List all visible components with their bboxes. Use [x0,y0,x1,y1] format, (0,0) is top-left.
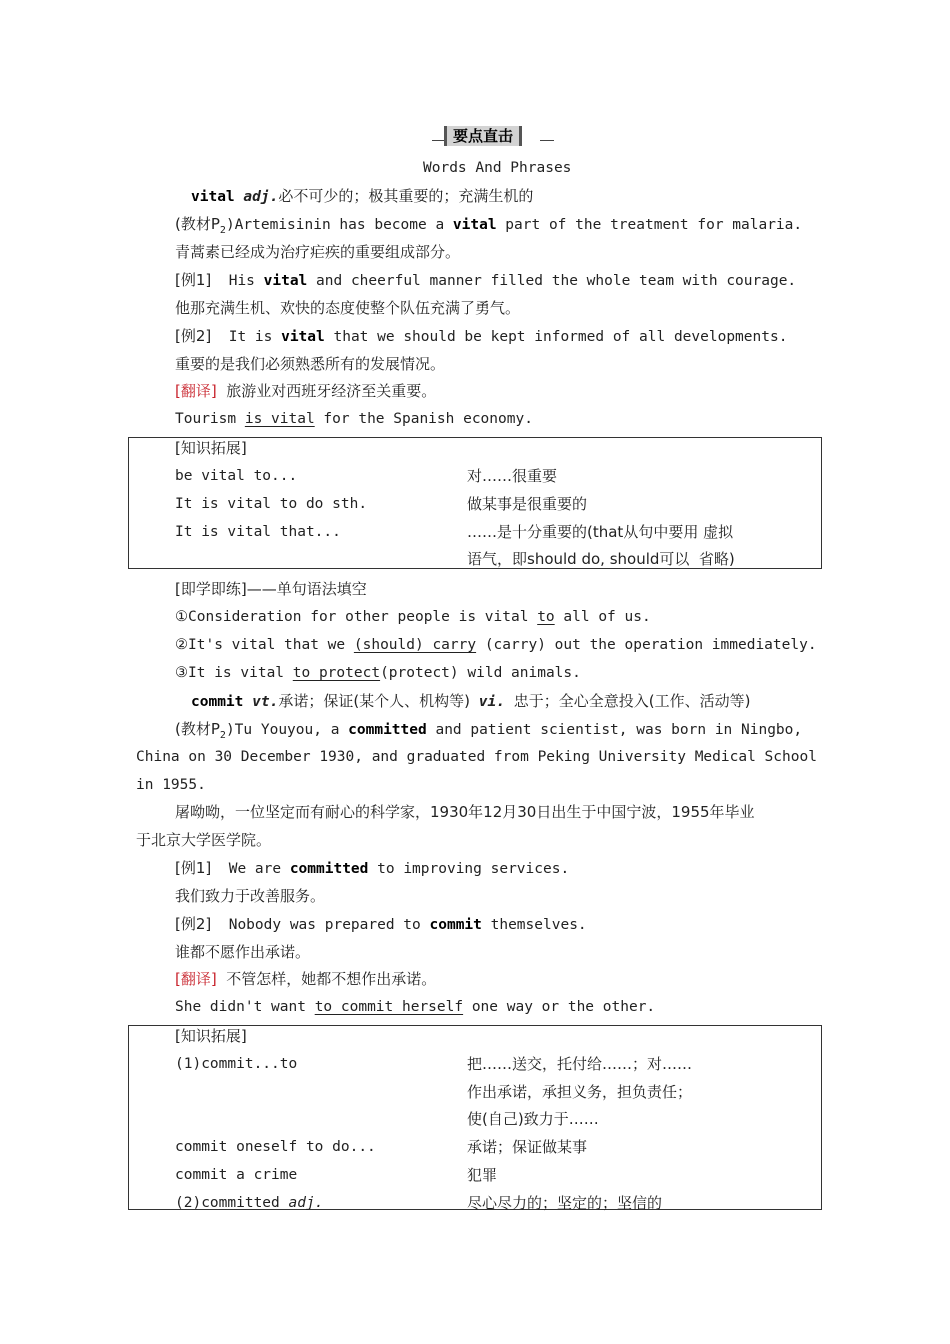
part-of-speech: adj. [243,189,279,205]
answer-blank: (should) carry [353,637,477,653]
extension-cn: 把……送交，托付给……；对…… [467,1055,693,1073]
answer-blank: to protect [292,665,381,681]
translate-prompt: [翻译] 不管怎样，她都不想作出承诺。 [175,970,437,988]
textbook-sentence: (教材$P_2)Artemisinin$ has become a vital part of the treatment for malaria. [175,215,803,236]
practice-title: [即学即练]——单句语法填空 [175,580,367,598]
translate-answer: She didn't want to commit herself one way or the other. [175,999,656,1015]
extension-cn: 犯罪 [467,1166,498,1184]
definition: 承诺；保证(某个人、机构等) [278,692,471,710]
extension-en: It is vital to do sth. [175,496,368,512]
practice-question-3: ③It is vital to protect(protect) wild animals. [175,665,581,681]
extension-en: be vital to... [175,468,298,484]
extension-en: (2)committed adj. [175,1195,324,1211]
header-rule-right [540,140,554,141]
extension-en: (1)commit...to [175,1056,298,1072]
definition: 忠于；全心全意投入(工作、活动等) [513,692,751,710]
example-2-translation: 重要的是我们必须熟悉所有的发展情况。 [175,355,446,373]
answer-blank: to commit herself [314,999,464,1015]
part-of-speech: vi. [478,694,505,710]
textbook-translation: 青蒿素已经成为治疗疟疾的重要组成部分。 [175,243,461,261]
answer-blank: is vital [244,411,315,427]
extension-en: commit a crime [175,1167,298,1183]
example-1: [例1] We are committed to improving services. [175,859,570,877]
practice-question-2: ②It's vital that we (should) carry (carry) out the operation immediately. [175,637,817,653]
textbook-translation: 屠呦呦，一位坚定而有耐心的科学家，1930年12月30日出生于中国宁波，1955年毕业 [175,803,755,821]
extension-cn: 使(自己)致力于…… [467,1110,599,1128]
extension-en: It is vital that... [175,524,341,540]
vital-headword-line [191,186,533,207]
example-2-translation: 谁都不愿作出承诺。 [175,943,311,961]
extension-cn: 语气，即should do, should可以 省略) [467,550,735,568]
section-subtitle: Words And Phrases [423,160,572,176]
extension-cn: 对……很重要 [467,467,558,485]
example-2: [例2] Nobody was prepared to commit themselves. [175,915,587,933]
textbook-sentence: (教材$P_2)Tu$ Youyou, a committed and patient scientist, was born in Ningbo, [175,720,803,741]
section-header-title: 要点直击 [444,126,522,146]
extension-cn: ……是十分重要的(that从句中要用 虚拟 [467,523,734,541]
part-of-speech: vt. [252,694,279,710]
extension-cn: 尽心尽力的；坚定的；坚信的 [467,1194,663,1212]
extension-en: commit oneself to do... [175,1139,376,1155]
practice-question-1: ①Consideration for other people is vital to all of us. [175,609,651,625]
answer-blank: to [537,609,555,625]
extension-label: [知识拓展] [175,439,247,457]
header-rule-left [432,140,444,141]
headword: vital [191,189,235,205]
textbook-sentence-line-2: China on 30 December 1930, and graduated from Peking University Medical School [136,749,817,765]
example-1-translation: 我们致力于改善服务。 [175,887,326,905]
example-1: [例1] His vital and cheerful manner filled the whole team with courage. [175,271,797,289]
example-2: [例2] It is vital that we should be kept informed of all developments. [175,327,788,345]
extension-label: [知识拓展] [175,1027,247,1045]
example-1-translation: 他那充满生机、欢快的态度使整个队伍充满了勇气。 [175,299,521,317]
extension-cn: 做某事是很重要的 [467,495,588,513]
translate-answer: Tourism is vital for the Spanish economy. [175,411,533,427]
commit-headword-line [191,691,750,712]
textbook-sentence-line-3: in 1955. [136,777,206,793]
textbook-translation-line-2: 于北京大学医学院。 [136,831,272,849]
translate-prompt: [翻译] 旅游业对西班牙经济至关重要。 [175,382,437,400]
extension-cn: 承诺；保证做某事 [467,1138,588,1156]
headword: commit [191,694,244,710]
definition: 必不可少的；极其重要的；充满生机的 [278,187,534,205]
extension-cn: 作出承诺，承担义务，担负责任； [467,1083,693,1101]
